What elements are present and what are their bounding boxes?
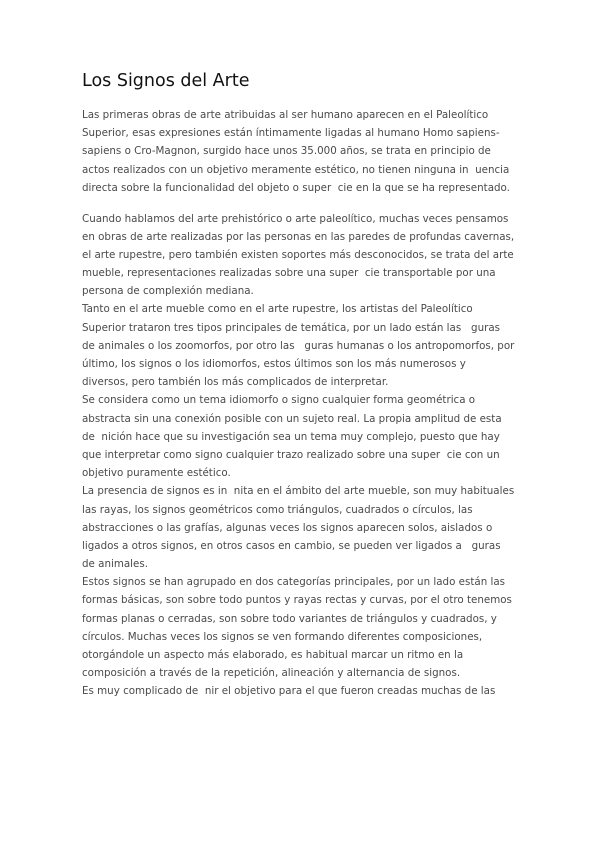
text-line: diversos, pero también los más complicados de interpretar. xyxy=(82,376,389,389)
text-line: formas planas o cerradas, son sobre todo variantes de triángulos y cuadrados, y xyxy=(82,612,497,625)
text-line: Tanto en el arte mueble como en el arte rupestre, los artistas del Paleolítico xyxy=(82,303,473,316)
text-line: de nición hace que su investigación sea un tema muy complejo, puesto que hay xyxy=(82,430,500,443)
text-line: Cuando hablamos del arte prehistórico o arte paleolítico, muchas veces pensamos xyxy=(82,212,509,225)
text-line: Superior, esas expresiones están íntimamente ligadas al humano Homo sapiens- xyxy=(82,127,500,140)
text-line: abstracciones o las grafías, algunas veces los signos aparecen solos, aislados o xyxy=(82,521,493,534)
text-line: las rayas, los signos geométricos como triángulos, cuadrados o círculos, las xyxy=(82,503,473,516)
text-line: mueble, representaciones realizadas sobre una super cie transportable por una xyxy=(82,267,496,280)
text-line: persona de complexión mediana. xyxy=(82,285,254,298)
text-line: sapiens o Cro-Magnon, surgido hace unos 35.000 años, se trata en principio de xyxy=(82,145,491,158)
text-line: Las primeras obras de arte atribuidas al ser humano aparecen en el Paleolítico xyxy=(82,109,489,121)
text-line: abstracta sin una conexión posible con un sujeto real. La propia amplitud de esta xyxy=(82,412,502,425)
text-line: en obras de arte realizadas por las personas en las paredes de profundas cavernas, xyxy=(82,230,515,243)
text-line: el arte rupestre, pero también existen soportes más desconocidos, se trata del arte xyxy=(82,248,514,261)
text-line: Es muy complicado de nir el objetivo para el que fueron creadas muchas de las xyxy=(82,685,496,698)
text-line: de animales. xyxy=(82,558,149,571)
text-line: Estos signos se han agrupado en dos categorías principales, por un lado están las xyxy=(82,576,506,589)
paragraph-spacer xyxy=(82,197,522,210)
paragraph-2 xyxy=(82,210,522,701)
text-line: Superior trataron tres tipos principales de temática, por un lado están las guras xyxy=(82,321,501,334)
document-body xyxy=(82,106,522,701)
text-line: objetivo puramente estético. xyxy=(82,467,231,480)
text-line: directa sobre la funcionalidad del objeto o super cie en la que se ha representado. xyxy=(82,181,510,194)
text-line: formas básicas, son sobre todo puntos y rayas rectas y curvas, por el otro tenemos xyxy=(82,594,512,607)
text-line: que interpretar como signo cualquier trazo realizado sobre una super cie con un xyxy=(82,448,500,461)
document-title: Los Signos del Arte xyxy=(82,71,250,91)
paragraph-1 xyxy=(82,106,522,197)
text-line: de animales o los zoomorfos, por otro las guras humanas o los antropomorfos, por xyxy=(82,339,515,352)
text-line: ligados a otros signos, en otros casos en cambio, se pueden ver ligados a guras xyxy=(82,539,501,552)
text-line: actos realizados con un objetivo meramente estético, no tienen ninguna in uencia xyxy=(82,163,510,176)
text-line: composición a través de la repetición, alineación y alternancia de signos. xyxy=(82,667,461,680)
text-line: último, los signos o los idiomorfos, estos últimos son los más numerosos y xyxy=(82,358,466,371)
text-line: otorgándole un aspecto más elaborado, es habitual marcar un ritmo en la xyxy=(82,649,464,662)
text-line: La presencia de signos es in nita en el ámbito del arte mueble, son muy habituales xyxy=(82,485,515,498)
text-line: Se considera como un tema idiomorfo o signo cualquier forma geométrica o xyxy=(82,394,476,407)
text-line: círculos. Muchas veces los signos se ven formando diferentes composiciones, xyxy=(82,630,483,643)
